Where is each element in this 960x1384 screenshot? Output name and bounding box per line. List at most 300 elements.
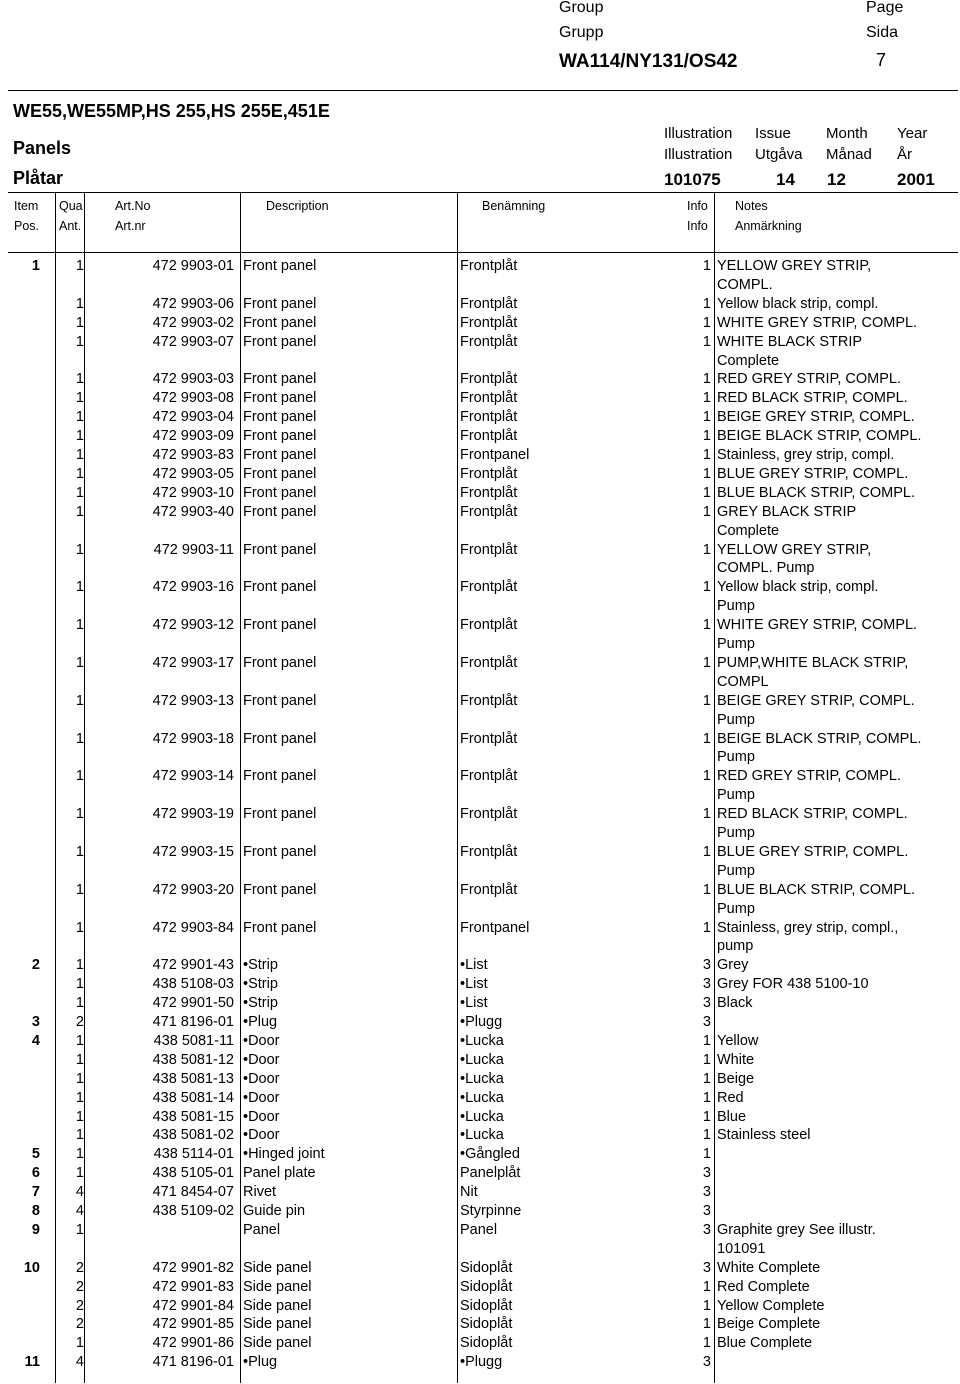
article-number: 472 9903-03 [152, 371, 234, 388]
info-code: 1 [702, 617, 711, 634]
benamning: Sidoplåt [460, 1297, 513, 1314]
month-number: 12 [827, 170, 846, 189]
table-row [0, 673, 960, 692]
info-code: 1 [702, 692, 711, 709]
quantity: 1 [75, 768, 84, 785]
info-code: 1 [702, 295, 711, 312]
table-row [0, 937, 960, 956]
description: Front panel [243, 447, 317, 463]
info-code: 1 [702, 333, 711, 350]
illustration-label: Illustration [664, 125, 733, 142]
notes: Stainless, grey strip, compl., [717, 919, 899, 936]
description: Front panel [243, 768, 317, 785]
notes: Pump [717, 862, 755, 879]
table-row [0, 1202, 960, 1221]
article-number: 472 9903-83 [152, 447, 234, 463]
issue-label: Issue [755, 125, 791, 142]
table-row [0, 1089, 960, 1108]
description: Front panel [243, 579, 317, 596]
notes: Beige Complete [717, 1316, 821, 1333]
benamning: Frontplåt [460, 617, 518, 634]
table-row [0, 1315, 960, 1334]
item-number: 2 [31, 957, 40, 974]
table-row [0, 616, 960, 635]
table-row [0, 1051, 960, 1070]
table-row [0, 956, 960, 975]
description: Front panel [243, 409, 317, 426]
col-artno: Art.No [115, 199, 151, 213]
table-row [0, 786, 960, 805]
info-code: 1 [702, 1108, 711, 1125]
notes: BLUE BLACK STRIP, COMPL. [717, 484, 915, 501]
benamning: Frontplåt [460, 806, 518, 823]
quantity: 1 [75, 371, 84, 388]
benamning: Frontplåt [460, 484, 518, 501]
article-number: 438 5081-11 [153, 1032, 234, 1049]
benamning: Frontplåt [460, 390, 518, 407]
table-row [0, 578, 960, 597]
quantity: 1 [75, 1165, 84, 1182]
description: Panel plate [243, 1165, 316, 1182]
header-divider [8, 90, 958, 91]
table-row [0, 824, 960, 843]
info-code: 3 [702, 995, 711, 1012]
info-code: 1 [702, 428, 711, 445]
info-code: 3 [702, 957, 711, 974]
description: •Door [243, 1108, 280, 1125]
benamning: Frontplåt [460, 541, 518, 558]
parts-table [0, 257, 960, 1381]
description: Front panel [243, 692, 317, 709]
group-label-sv: Grupp [559, 24, 604, 41]
benamning: Frontplåt [460, 314, 518, 331]
year-label: Year [897, 125, 928, 142]
article-number: 471 8196-01 [152, 1014, 234, 1030]
notes: Stainless steel [717, 1127, 811, 1144]
col-item-sv: Pos. [14, 219, 40, 233]
table-row [0, 276, 960, 295]
info-code: 1 [702, 1297, 711, 1314]
table-row [0, 900, 960, 919]
info-code: 1 [702, 484, 711, 501]
notes: Pump [717, 711, 755, 728]
table-row [0, 843, 960, 862]
quantity: 1 [75, 1127, 84, 1144]
notes: Beige [717, 1070, 755, 1087]
info-code: 1 [702, 919, 711, 936]
article-number: 472 9903-02 [152, 314, 234, 331]
col-qty: Qua [59, 199, 83, 213]
table-row [0, 748, 960, 767]
quantity: 1 [75, 730, 84, 747]
benamning: •List [460, 976, 488, 993]
quantity: 1 [75, 484, 84, 501]
article-number: 472 9901-83 [152, 1278, 234, 1295]
quantity: 1 [75, 995, 84, 1012]
description: Front panel [243, 617, 317, 634]
info-code: 1 [702, 390, 711, 407]
table-row [0, 1013, 960, 1032]
article-number: 472 9903-84 [152, 919, 234, 936]
article-number: 472 9903-09 [152, 428, 234, 445]
notes: Pump [717, 598, 755, 615]
benamning: •Gångled [460, 1146, 520, 1163]
col-benamning: Benämning [482, 199, 546, 213]
benamning: Frontpanel [460, 919, 530, 936]
col-notes-sv: Anmärkning [735, 219, 802, 233]
info-code: 1 [702, 1127, 711, 1144]
article-number: 472 9903-18 [152, 730, 234, 747]
quantity: 1 [75, 881, 84, 898]
quantity: 1 [75, 1089, 84, 1106]
notes: GREY BLACK STRIP [717, 503, 857, 520]
article-number: 438 5081-13 [152, 1070, 234, 1087]
article-number: 438 5081-02 [152, 1127, 234, 1144]
quantity: 1 [75, 1335, 84, 1352]
description: Guide pin [243, 1203, 306, 1219]
article-number: 472 9903-06 [152, 295, 234, 312]
section-title-sv: Plåtar [13, 168, 64, 188]
info-code: 1 [702, 409, 711, 426]
table-row [0, 1145, 960, 1164]
group-value: WA114/NY131/OS42 [559, 51, 738, 72]
article-number: 472 9903-40 [152, 503, 234, 520]
article-number: 472 9903-16 [152, 579, 234, 596]
notes: BLUE GREY STRIP, COMPL. [717, 843, 909, 860]
table-row [0, 805, 960, 824]
article-number: 472 9903-11 [153, 541, 234, 558]
description: •Plug [243, 1354, 278, 1371]
notes: Red [717, 1089, 744, 1106]
article-number: 472 9903-04 [152, 409, 234, 426]
item-number: 9 [31, 1221, 40, 1238]
benamning: •Lucka [460, 1032, 504, 1049]
table-row [0, 541, 960, 560]
notes: BEIGE GREY STRIP, COMPL. [717, 409, 915, 426]
notes: COMPL. [717, 276, 773, 293]
notes: BLUE GREY STRIP, COMPL. [717, 465, 909, 482]
table-row [0, 408, 960, 427]
description: Front panel [243, 654, 317, 671]
table-row [0, 1032, 960, 1051]
notes: pump [717, 938, 754, 955]
info-code: 1 [702, 1316, 711, 1333]
benamning: Frontpanel [460, 447, 530, 463]
table-row [0, 503, 960, 522]
table-row [0, 389, 960, 408]
info-code: 1 [702, 654, 711, 671]
table-row [0, 333, 960, 352]
table-row [0, 1278, 960, 1297]
table-row [0, 919, 960, 938]
benamning: Frontplåt [460, 409, 518, 426]
info-code: 1 [702, 1335, 711, 1352]
col-description: Description [266, 199, 329, 213]
col-info-sv: Info [687, 219, 708, 233]
quantity: 1 [75, 1108, 84, 1125]
benamning: Frontplåt [460, 428, 518, 445]
description: •Strip [243, 995, 278, 1012]
table-row [0, 1126, 960, 1145]
article-number: 438 5105-01 [152, 1165, 234, 1182]
table-row [0, 654, 960, 673]
info-code: 3 [702, 1165, 711, 1182]
notes: YELLOW GREY STRIP, [717, 541, 872, 558]
notes: Grey FOR 438 5100-10 [717, 976, 869, 993]
benamning: Panelplåt [460, 1165, 521, 1182]
notes: 101091 [717, 1240, 766, 1257]
benamning: •Lucka [460, 1089, 504, 1106]
article-number: 472 9903-13 [152, 692, 234, 709]
info-code: 1 [702, 371, 711, 388]
table-row [0, 1108, 960, 1127]
notes: White [717, 1051, 755, 1068]
notes: RED GREY STRIP, COMPL. [717, 371, 901, 388]
models-title: WE55,WE55MP,HS 255,HS 255E,451E [13, 101, 330, 121]
benamning: Frontplåt [460, 465, 518, 482]
quantity: 1 [75, 447, 84, 463]
info-code: 1 [702, 465, 711, 482]
description: Side panel [243, 1278, 312, 1295]
table-row [0, 1334, 960, 1353]
table-row [0, 1240, 960, 1259]
benamning: Sidoplåt [460, 1259, 513, 1276]
column-header-divider [8, 252, 958, 253]
notes: Yellow black strip, compl. [717, 295, 879, 312]
article-number: 472 9903-10 [152, 484, 234, 501]
quantity: 1 [75, 258, 84, 274]
notes: BEIGE BLACK STRIP, COMPL. [717, 428, 922, 445]
article-number: 472 9903-17 [152, 654, 234, 671]
description: Front panel [243, 730, 317, 747]
benamning: Frontplåt [460, 503, 518, 520]
table-row [0, 370, 960, 389]
article-number: 472 9903-05 [152, 465, 234, 482]
info-code: 1 [702, 1278, 711, 1295]
quantity: 1 [75, 957, 84, 974]
col-qty-sv: Ant. [59, 219, 82, 233]
quantity: 1 [75, 806, 84, 823]
quantity: 2 [75, 1297, 84, 1314]
table-row [0, 881, 960, 900]
notes: Pump [717, 787, 755, 804]
benamning: Frontplåt [460, 843, 518, 860]
quantity: 4 [75, 1203, 84, 1219]
table-row [0, 597, 960, 616]
col-artno-sv: Art.nr [115, 219, 146, 233]
group-label: Group [559, 0, 604, 16]
notes: Black [717, 995, 753, 1012]
notes: Stainless, grey strip, compl. [717, 447, 895, 463]
notes: WHITE GREY STRIP, COMPL. [717, 617, 918, 634]
quantity: 2 [75, 1259, 84, 1276]
month-label-sv: Månad [826, 146, 872, 163]
item-number: 8 [31, 1203, 40, 1219]
benamning: Frontplåt [460, 654, 518, 671]
benamning: Sidoplåt [460, 1316, 513, 1333]
page-value: 7 [876, 50, 887, 70]
notes: Pump [717, 900, 755, 917]
notes: Pump [717, 636, 755, 652]
quantity: 1 [75, 333, 84, 350]
notes: Blue Complete [717, 1335, 813, 1352]
quantity: 1 [75, 428, 84, 445]
benamning: Frontplåt [460, 730, 518, 747]
benamning: Frontplåt [460, 579, 518, 596]
info-code: 1 [702, 881, 711, 898]
benamning: Sidoplåt [460, 1335, 513, 1352]
quantity: 1 [75, 390, 84, 407]
notes: COMPL. Pump [717, 560, 815, 577]
col-item: Item [14, 199, 39, 213]
description: •Plug [243, 1014, 278, 1030]
table-row [0, 522, 960, 541]
article-number: 472 9901-43 [152, 957, 234, 974]
benamning: •Lucka [460, 1127, 504, 1144]
article-number: 471 8196-01 [152, 1354, 234, 1371]
description: Front panel [243, 428, 317, 445]
description: Front panel [243, 371, 317, 388]
table-row [0, 257, 960, 276]
description: •Door [243, 1032, 280, 1049]
notes: RED BLACK STRIP, COMPL. [717, 390, 908, 407]
info-code: 3 [702, 1014, 711, 1030]
notes: PUMP,WHITE BLACK STRIP, [717, 654, 909, 671]
info-code: 1 [702, 1051, 711, 1068]
info-code: 3 [702, 1184, 711, 1201]
issue-number: 14 [776, 170, 795, 189]
quantity: 1 [75, 692, 84, 709]
notes: Yellow black strip, compl. [717, 579, 879, 596]
quantity: 1 [75, 409, 84, 426]
article-number: 472 9903-20 [152, 881, 234, 898]
article-number: 472 9901-84 [152, 1297, 234, 1314]
quantity: 1 [75, 919, 84, 936]
issue-label-sv: Utgåva [755, 146, 803, 163]
col-info: Info [687, 199, 708, 213]
quantity: 1 [75, 465, 84, 482]
notes: Pump [717, 749, 755, 766]
table-row [0, 711, 960, 730]
description: •Strip [243, 976, 278, 993]
quantity: 2 [75, 1278, 84, 1295]
description: •Door [243, 1070, 280, 1087]
article-number: 472 9901-85 [152, 1316, 234, 1333]
table-row [0, 427, 960, 446]
table-row [0, 1221, 960, 1240]
article-number: 472 9903-14 [152, 768, 234, 785]
table-row [0, 635, 960, 654]
description: Front panel [243, 503, 317, 520]
article-number: 472 9903-07 [152, 333, 234, 350]
notes: Yellow [717, 1032, 759, 1049]
benamning: Panel [460, 1221, 498, 1238]
item-number: 6 [31, 1165, 40, 1182]
info-code: 1 [702, 1032, 711, 1049]
quantity: 1 [75, 976, 84, 993]
table-row [0, 314, 960, 333]
quantity: 1 [75, 1032, 84, 1049]
notes: RED GREY STRIP, COMPL. [717, 768, 901, 785]
info-code: 1 [702, 503, 711, 520]
item-number: 3 [31, 1014, 40, 1030]
notes: BEIGE BLACK STRIP, COMPL. [717, 730, 922, 747]
table-row [0, 559, 960, 578]
benamning: Frontplåt [460, 333, 518, 350]
description: Side panel [243, 1259, 312, 1276]
article-number: 438 5109-02 [152, 1203, 234, 1219]
item-number: 5 [31, 1146, 40, 1163]
quantity: 1 [75, 1221, 84, 1238]
description: Side panel [243, 1297, 312, 1314]
notes: Yellow Complete [717, 1297, 825, 1314]
article-number: 438 5114-01 [153, 1146, 234, 1163]
table-row [0, 730, 960, 749]
quantity: 1 [75, 314, 84, 331]
article-number: 472 9901-82 [152, 1259, 234, 1276]
benamning: Frontplåt [460, 295, 518, 312]
quantity: 1 [75, 1146, 84, 1163]
table-row [0, 692, 960, 711]
benamning: Frontplåt [460, 692, 518, 709]
description: Side panel [243, 1335, 312, 1352]
benamning: •List [460, 957, 488, 974]
notes: BEIGE GREY STRIP, COMPL. [717, 692, 915, 709]
article-number: 438 5108-03 [152, 976, 234, 993]
article-number: 438 5081-15 [152, 1108, 234, 1125]
item-number: 1 [31, 258, 40, 274]
col-notes: Notes [735, 199, 768, 213]
table-row [0, 1297, 960, 1316]
notes: WHITE BLACK STRIP [717, 333, 863, 350]
info-code: 1 [702, 730, 711, 747]
illustration-number: 101075 [664, 170, 721, 189]
description: •Hinged joint [243, 1146, 325, 1163]
table-row [0, 352, 960, 371]
description: •Door [243, 1089, 280, 1106]
benamning: •Plugg [460, 1014, 503, 1030]
notes: WHITE GREY STRIP, COMPL. [717, 314, 918, 331]
article-number: 438 5081-12 [152, 1051, 234, 1068]
description: •Door [243, 1127, 280, 1144]
info-code: 3 [702, 1259, 711, 1276]
description: Front panel [243, 258, 317, 274]
info-code: 1 [702, 1146, 711, 1163]
notes: Pump [717, 825, 755, 841]
notes: BLUE BLACK STRIP, COMPL. [717, 881, 915, 898]
notes: Complete [717, 352, 780, 369]
table-row [0, 1259, 960, 1278]
info-code: 1 [702, 843, 711, 860]
item-number: 4 [31, 1032, 40, 1049]
table-row [0, 1353, 960, 1372]
year-number: 2001 [897, 170, 935, 189]
benamning: Frontplåt [460, 768, 518, 785]
quantity: 1 [75, 503, 84, 520]
benamning: Frontplåt [460, 881, 518, 898]
description: Front panel [243, 919, 317, 936]
description: Front panel [243, 333, 317, 350]
benamning: Styrpinne [460, 1203, 522, 1219]
description: Front panel [243, 881, 317, 898]
item-number: 7 [31, 1184, 40, 1201]
benamning: •List [460, 995, 488, 1012]
table-row [0, 767, 960, 786]
article-number: 471 8454-07 [152, 1184, 234, 1201]
benamning: Frontplåt [460, 371, 518, 388]
table-row [0, 975, 960, 994]
notes: COMPL [717, 673, 769, 690]
